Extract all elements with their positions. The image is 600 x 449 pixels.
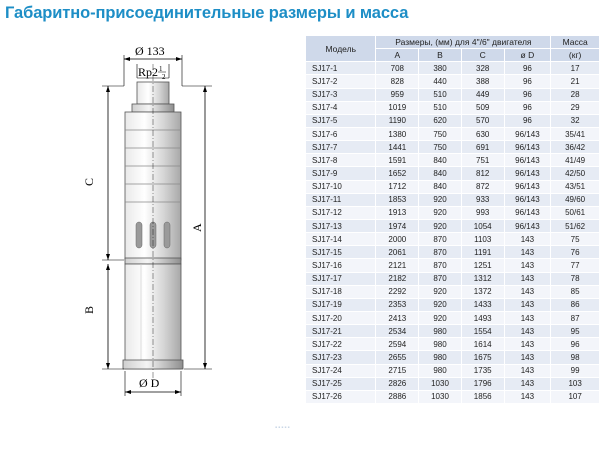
dim-c-label: C <box>82 177 96 186</box>
cell-c: 1433 <box>461 298 504 311</box>
cell-d: 143 <box>504 233 551 246</box>
cell-d: 143 <box>504 377 551 390</box>
table-row <box>306 390 600 403</box>
table-row <box>306 233 600 246</box>
cell-b: 870 <box>419 233 462 246</box>
cell-c: 1054 <box>461 219 504 232</box>
cell-d: 96/143 <box>504 167 551 180</box>
dimensions-table <box>306 36 600 404</box>
cell-model: SJ17-25 <box>306 377 376 390</box>
cell-model: SJ17-26 <box>306 390 376 403</box>
cell-model: SJ17-2 <box>306 75 376 88</box>
cell-d: 143 <box>504 325 551 338</box>
cell-c: 509 <box>461 101 504 114</box>
cell-c: 933 <box>461 193 504 206</box>
dim-b-label: B <box>82 305 96 314</box>
cell-a: 2292 <box>376 285 419 298</box>
cell-mass: 21 <box>551 75 600 88</box>
cell-b: 510 <box>419 101 462 114</box>
cell-a: 1441 <box>376 141 419 154</box>
cell-b: 380 <box>419 62 462 75</box>
cell-d: 96 <box>504 101 551 114</box>
cell-b: 440 <box>419 75 462 88</box>
table-row <box>306 114 600 127</box>
cell-b: 980 <box>419 351 462 364</box>
table-row <box>306 272 600 285</box>
cell-mass: 42/50 <box>551 167 600 180</box>
cell-model: SJ17-4 <box>306 101 376 114</box>
cell-b: 980 <box>419 338 462 351</box>
cell-mass: 32 <box>551 114 600 127</box>
table-row <box>306 285 600 298</box>
cell-a: 1974 <box>376 219 419 232</box>
cell-d: 96 <box>504 88 551 101</box>
table-body <box>306 62 600 404</box>
cell-c: 1312 <box>461 272 504 285</box>
cell-model: SJ17-10 <box>306 180 376 193</box>
cell-b: 870 <box>419 272 462 285</box>
table-row <box>306 298 600 311</box>
cell-mass: 87 <box>551 311 600 324</box>
cell-a: 2000 <box>376 233 419 246</box>
cell-model: SJ17-16 <box>306 259 376 272</box>
cell-mass: 85 <box>551 285 600 298</box>
cell-a: 1712 <box>376 180 419 193</box>
cell-model: SJ17-6 <box>306 127 376 140</box>
cell-c: 1614 <box>461 338 504 351</box>
cell-mass: 77 <box>551 259 600 272</box>
cell-c: 1103 <box>461 233 504 246</box>
table-row <box>306 75 600 88</box>
cell-model: SJ17-11 <box>306 193 376 206</box>
cell-b: 980 <box>419 364 462 377</box>
cell-c: 993 <box>461 206 504 219</box>
cell-mass: 78 <box>551 272 600 285</box>
cell-c: 388 <box>461 75 504 88</box>
header-col-c: C <box>461 49 504 62</box>
table-row <box>306 219 600 232</box>
cell-a: 828 <box>376 75 419 88</box>
table-row <box>306 141 600 154</box>
cell-model: SJ17-20 <box>306 311 376 324</box>
cell-b: 920 <box>419 193 462 206</box>
cell-d: 143 <box>504 390 551 403</box>
cell-a: 1591 <box>376 154 419 167</box>
cell-d: 96/143 <box>504 180 551 193</box>
cell-mass: 41/49 <box>551 154 600 167</box>
cell-mass: 36/42 <box>551 141 600 154</box>
cell-model: SJ17-12 <box>306 206 376 219</box>
cell-a: 1380 <box>376 127 419 140</box>
cell-mass: 107 <box>551 390 600 403</box>
cell-d: 143 <box>504 298 551 311</box>
table-row <box>306 351 600 364</box>
cell-c: 872 <box>461 180 504 193</box>
cell-mass: 35/41 <box>551 127 600 140</box>
cell-c: 1796 <box>461 377 504 390</box>
cell-c: 1251 <box>461 259 504 272</box>
cell-b: 750 <box>419 141 462 154</box>
cell-c: 1372 <box>461 285 504 298</box>
cell-model: SJ17-18 <box>306 285 376 298</box>
bottom-diameter-label: Ø D <box>139 376 160 390</box>
cell-model: SJ17-22 <box>306 338 376 351</box>
cell-a: 2413 <box>376 311 419 324</box>
header-mass: Масса <box>551 36 600 49</box>
header-model: Модель <box>306 36 376 62</box>
cell-a: 2826 <box>376 377 419 390</box>
cell-a: 2655 <box>376 351 419 364</box>
cell-d: 96/143 <box>504 127 551 140</box>
watermark-mark: ▪▪▪▪▪ <box>275 425 291 431</box>
table-row <box>306 259 600 272</box>
page-title: Габаритно-присоединительные размеры и масса <box>5 4 409 22</box>
cell-b: 980 <box>419 325 462 338</box>
cell-c: 691 <box>461 141 504 154</box>
cell-d: 96 <box>504 114 551 127</box>
cell-a: 708 <box>376 62 419 75</box>
cell-b: 920 <box>419 285 462 298</box>
cell-c: 812 <box>461 167 504 180</box>
cell-c: 1856 <box>461 390 504 403</box>
table-row <box>306 180 600 193</box>
table-row <box>306 206 600 219</box>
cell-b: 840 <box>419 167 462 180</box>
cell-model: SJ17-13 <box>306 219 376 232</box>
cell-model: SJ17-17 <box>306 272 376 285</box>
cell-a: 2121 <box>376 259 419 272</box>
header-col-d: ø D <box>504 49 551 62</box>
cell-c: 1493 <box>461 311 504 324</box>
cell-c: 1735 <box>461 364 504 377</box>
table-row <box>306 364 600 377</box>
cell-d: 143 <box>504 351 551 364</box>
cell-c: 328 <box>461 62 504 75</box>
cell-model: SJ17-3 <box>306 88 376 101</box>
cell-b: 750 <box>419 127 462 140</box>
cell-mass: 103 <box>551 377 600 390</box>
cell-d: 143 <box>504 338 551 351</box>
header-mass-unit: (кг) <box>551 49 600 62</box>
table-row <box>306 88 600 101</box>
header-col-a: A <box>376 49 419 62</box>
cell-b: 1030 <box>419 377 462 390</box>
cell-b: 620 <box>419 114 462 127</box>
cell-b: 870 <box>419 259 462 272</box>
cell-a: 1913 <box>376 206 419 219</box>
table-row <box>306 154 600 167</box>
cell-d: 143 <box>504 259 551 272</box>
table-row <box>306 193 600 206</box>
cell-model: SJ17-5 <box>306 114 376 127</box>
cell-mass: 98 <box>551 351 600 364</box>
cell-d: 96/143 <box>504 193 551 206</box>
cell-b: 920 <box>419 298 462 311</box>
cell-model: SJ17-1 <box>306 62 376 75</box>
cell-model: SJ17-21 <box>306 325 376 338</box>
cell-c: 449 <box>461 88 504 101</box>
cell-d: 96/143 <box>504 219 551 232</box>
header-col-b: B <box>419 49 462 62</box>
cell-a: 1190 <box>376 114 419 127</box>
cell-model: SJ17-15 <box>306 246 376 259</box>
cell-b: 840 <box>419 180 462 193</box>
cell-a: 2353 <box>376 298 419 311</box>
table-row <box>306 101 600 114</box>
cell-a: 1652 <box>376 167 419 180</box>
cell-a: 2061 <box>376 246 419 259</box>
cell-c: 751 <box>461 154 504 167</box>
cell-c: 1554 <box>461 325 504 338</box>
cell-model: SJ17-23 <box>306 351 376 364</box>
cell-mass: 50/61 <box>551 206 600 219</box>
thread-fraction-den: 2 <box>162 73 166 81</box>
cell-mass: 75 <box>551 233 600 246</box>
cell-d: 96 <box>504 75 551 88</box>
cell-mass: 17 <box>551 62 600 75</box>
cell-mass: 29 <box>551 101 600 114</box>
table-row <box>306 167 600 180</box>
cell-model: SJ17-9 <box>306 167 376 180</box>
cell-mass: 99 <box>551 364 600 377</box>
cell-d: 96/143 <box>504 206 551 219</box>
table-row <box>306 311 600 324</box>
top-diameter-label: Ø 133 <box>135 44 165 58</box>
thread-fraction-num: 1 <box>159 65 163 73</box>
cell-b: 840 <box>419 154 462 167</box>
cell-model: SJ17-14 <box>306 233 376 246</box>
cell-a: 959 <box>376 88 419 101</box>
cell-a: 2715 <box>376 364 419 377</box>
cell-model: SJ17-8 <box>306 154 376 167</box>
cell-a: 2886 <box>376 390 419 403</box>
table-row <box>306 127 600 140</box>
table-row <box>306 338 600 351</box>
cell-a: 1853 <box>376 193 419 206</box>
cell-mass: 43/51 <box>551 180 600 193</box>
cell-model: SJ17-19 <box>306 298 376 311</box>
cell-d: 96/143 <box>504 154 551 167</box>
cell-c: 1191 <box>461 246 504 259</box>
cell-d: 143 <box>504 364 551 377</box>
cell-b: 920 <box>419 311 462 324</box>
cell-d: 143 <box>504 311 551 324</box>
cell-d: 143 <box>504 285 551 298</box>
cell-d: 143 <box>504 246 551 259</box>
cell-c: 570 <box>461 114 504 127</box>
cell-b: 1030 <box>419 390 462 403</box>
cell-mass: 28 <box>551 88 600 101</box>
cell-mass: 51/62 <box>551 219 600 232</box>
cell-a: 2534 <box>376 325 419 338</box>
cell-d: 96/143 <box>504 141 551 154</box>
cell-b: 920 <box>419 219 462 232</box>
cell-c: 630 <box>461 127 504 140</box>
cell-mass: 76 <box>551 246 600 259</box>
cell-d: 143 <box>504 272 551 285</box>
cell-a: 1019 <box>376 101 419 114</box>
cell-mass: 86 <box>551 298 600 311</box>
thread-label: Rp2 <box>138 65 159 79</box>
cell-a: 2594 <box>376 338 419 351</box>
cell-a: 2182 <box>376 272 419 285</box>
table-row <box>306 377 600 390</box>
table-row <box>306 325 600 338</box>
cell-mass: 49/60 <box>551 193 600 206</box>
cell-mass: 96 <box>551 338 600 351</box>
cell-model: SJ17-24 <box>306 364 376 377</box>
table-row <box>306 246 600 259</box>
header-dimensions: Размеры, (мм) для 4"/6" двигателя <box>376 36 551 49</box>
cell-model: SJ17-7 <box>306 141 376 154</box>
cell-mass: 95 <box>551 325 600 338</box>
cell-b: 870 <box>419 246 462 259</box>
dim-a-label: A <box>190 223 204 232</box>
table-row <box>306 62 600 75</box>
cell-b: 510 <box>419 88 462 101</box>
cell-c: 1675 <box>461 351 504 364</box>
cell-b: 920 <box>419 206 462 219</box>
cell-d: 96 <box>504 62 551 75</box>
